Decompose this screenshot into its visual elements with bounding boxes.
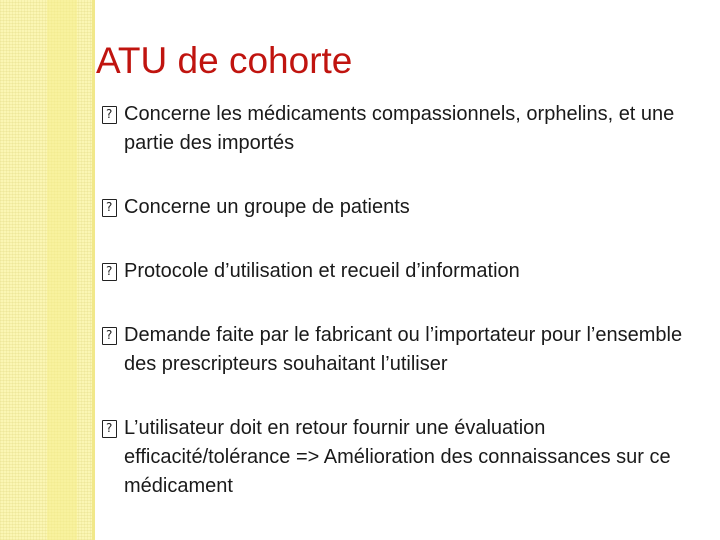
missing-glyph-box-icon	[102, 199, 117, 217]
bullet-text: L’utilisateur doit en retour fournir une évaluation efficacité/tolérance => Amélioration des connaissances sur ce médicament	[124, 417, 671, 497]
bullet-item	[102, 321, 714, 379]
missing-glyph-box-icon	[102, 263, 117, 281]
bullet-list	[102, 100, 714, 536]
bullet-item	[102, 414, 714, 501]
bullet-text: Protocole d’utilisation et recueil d’information	[124, 260, 520, 282]
bullet-item	[102, 257, 714, 286]
missing-glyph-box-icon	[102, 420, 117, 438]
bullet-text: Concerne un groupe de patients	[124, 196, 410, 218]
bullet-item	[102, 100, 714, 158]
bullet-item	[102, 193, 714, 222]
missing-glyph-box-icon	[102, 327, 117, 345]
decorative-side-ribbon	[47, 0, 77, 540]
decorative-side-band	[0, 0, 92, 540]
missing-glyph-box-icon	[102, 106, 117, 124]
bullet-text: Concerne les médicaments compassionnels, orphelins, et une partie des importés	[124, 103, 675, 154]
bullet-text: Demande faite par le fabricant ou l’importateur pour l’ensemble des prescripteurs souhaitant l’utiliser	[124, 324, 683, 375]
decorative-side-edge	[92, 0, 95, 540]
slide-title: ATU de cohorte	[96, 40, 353, 81]
